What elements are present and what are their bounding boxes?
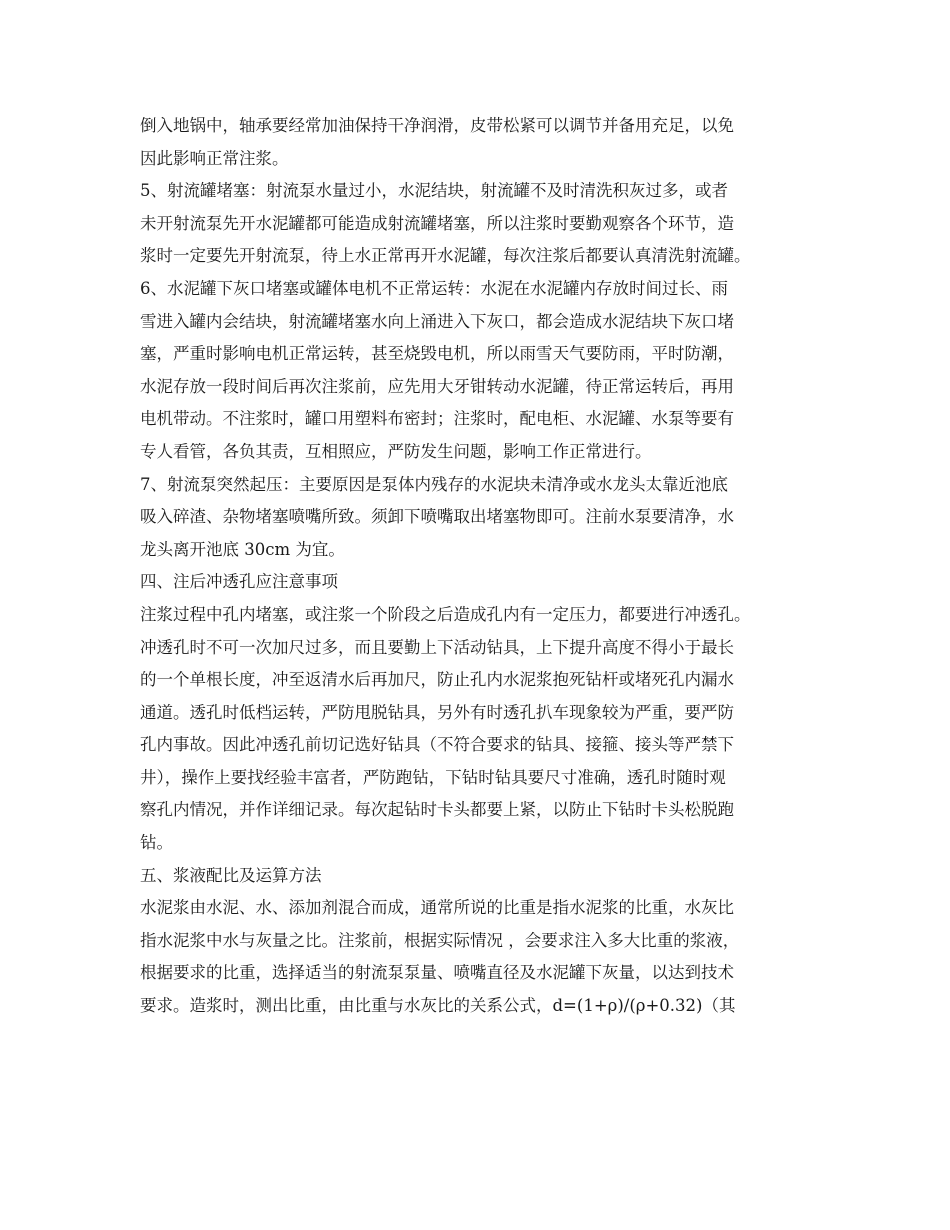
text-line: 钻。	[140, 833, 173, 853]
text-line: 吸入碎渣、杂物堵塞喷嘴所致。须卸下喷嘴取出堵塞物即可。注前水泵要清净，水	[140, 507, 734, 527]
text-line: 水泥存放一段时间后再次注浆前，应先用大牙钳转动水泥罐，待正常运转后，再用	[140, 376, 734, 396]
section-heading: 四、注后冲透孔应注意事项	[140, 572, 338, 592]
text-line: 龙头离开池底 30cm 为宜。	[140, 539, 345, 559]
text-line: 雪进入罐内会结块，射流罐堵塞水向上涌进入下灰口，都会造成水泥结块下灰口堵	[140, 311, 734, 331]
section-heading: 五、浆液配比及运算方法	[140, 865, 322, 885]
text-line: 指水泥浆中水与灰量之比。注浆前，根据实际情况 ，会要求注入多大比重的浆液，	[140, 930, 740, 950]
text-line: 水泥浆由水泥、水、添加剂混合而成，通常所说的比重是指水泥浆的比重，水灰比	[140, 898, 734, 918]
text-line: 井），操作上要找经验丰富者，严防跑钻，下钻时钻具要尺寸准确，透孔时随时观	[140, 767, 726, 787]
text-line: 专人看管，各负其责，互相照应，严防发生问题，影响工作正常进行。	[140, 441, 652, 461]
text-line: 冲透孔时不可一次加尺过多，而且要勤上下活动钻具，上下提升高度不得小于最长	[140, 637, 734, 657]
text-line: 的一个单根长度，冲至返清水后再加尺，防止孔内水泥浆抱死钻杆或堵死孔内漏水	[140, 670, 734, 690]
text-line: 未开射流泵先开水泥罐都可能造成射流罐堵塞，所以注浆时要勤观察各个环节，造	[140, 213, 734, 233]
text-line: 根据要求的比重，选择适当的射流泵泵量、喷嘴直径及水泥罐下灰量，以达到技术	[140, 963, 734, 983]
text-line: 浆时一定要先开射流泵，待上水正常再开水泥罐，每次注浆后都要认真清洗射流罐。	[140, 246, 751, 266]
text-line: 察孔内情况，并作详细记录。每次起钻时卡头都要上紧，以防止下钻时卡头松脱跑	[140, 800, 734, 820]
text-line: 因此影响正常注浆。	[140, 148, 289, 168]
text-line: 5、射流罐堵塞：射流泵水量过小，水泥结块，射流罐不及时清洗积灰过多，或者	[140, 181, 728, 201]
text-line: 孔内事故。因此冲透孔前切记选好钻具（不符合要求的钻具、接箍、接头等严禁下	[140, 735, 734, 755]
text-line: 通道。透孔时低档运转，严防甩脱钻具，另外有时透孔扒车现象较为严重，要严防	[140, 702, 734, 722]
text-line: 电机带动。不注浆时，罐口用塑料布密封；注浆时，配电柜、水泥罐、水泵等要有	[140, 409, 734, 429]
text-line: 6、水泥罐下灰口堵塞或罐体电机不正常运转：水泥在水泥罐内存放时间过长、雨	[140, 278, 728, 298]
text-line: 注浆过程中孔内堵塞，或注浆一个阶段之后造成孔内有一定压力，都要进行冲透孔。	[140, 604, 751, 624]
document-body	[140, 110, 830, 1023]
text-line: 要求。造浆时，测出比重，由比重与水灰比的关系公式，d=(1+ρ)/(ρ+0.32)（其	[140, 996, 736, 1016]
text-line: 塞，严重时影响电机正常运转，甚至烧毁电机，所以雨雪天气要防雨，平时防潮，	[140, 344, 734, 364]
text-line: 7、射流泵突然起压：主要原因是泵体内残存的水泥块未清净或水龙头太靠近池底	[140, 474, 728, 494]
text-line: 倒入地锅中，轴承要经常加油保持干净润滑，皮带松紧可以调节并备用充足，以免	[140, 116, 734, 135]
